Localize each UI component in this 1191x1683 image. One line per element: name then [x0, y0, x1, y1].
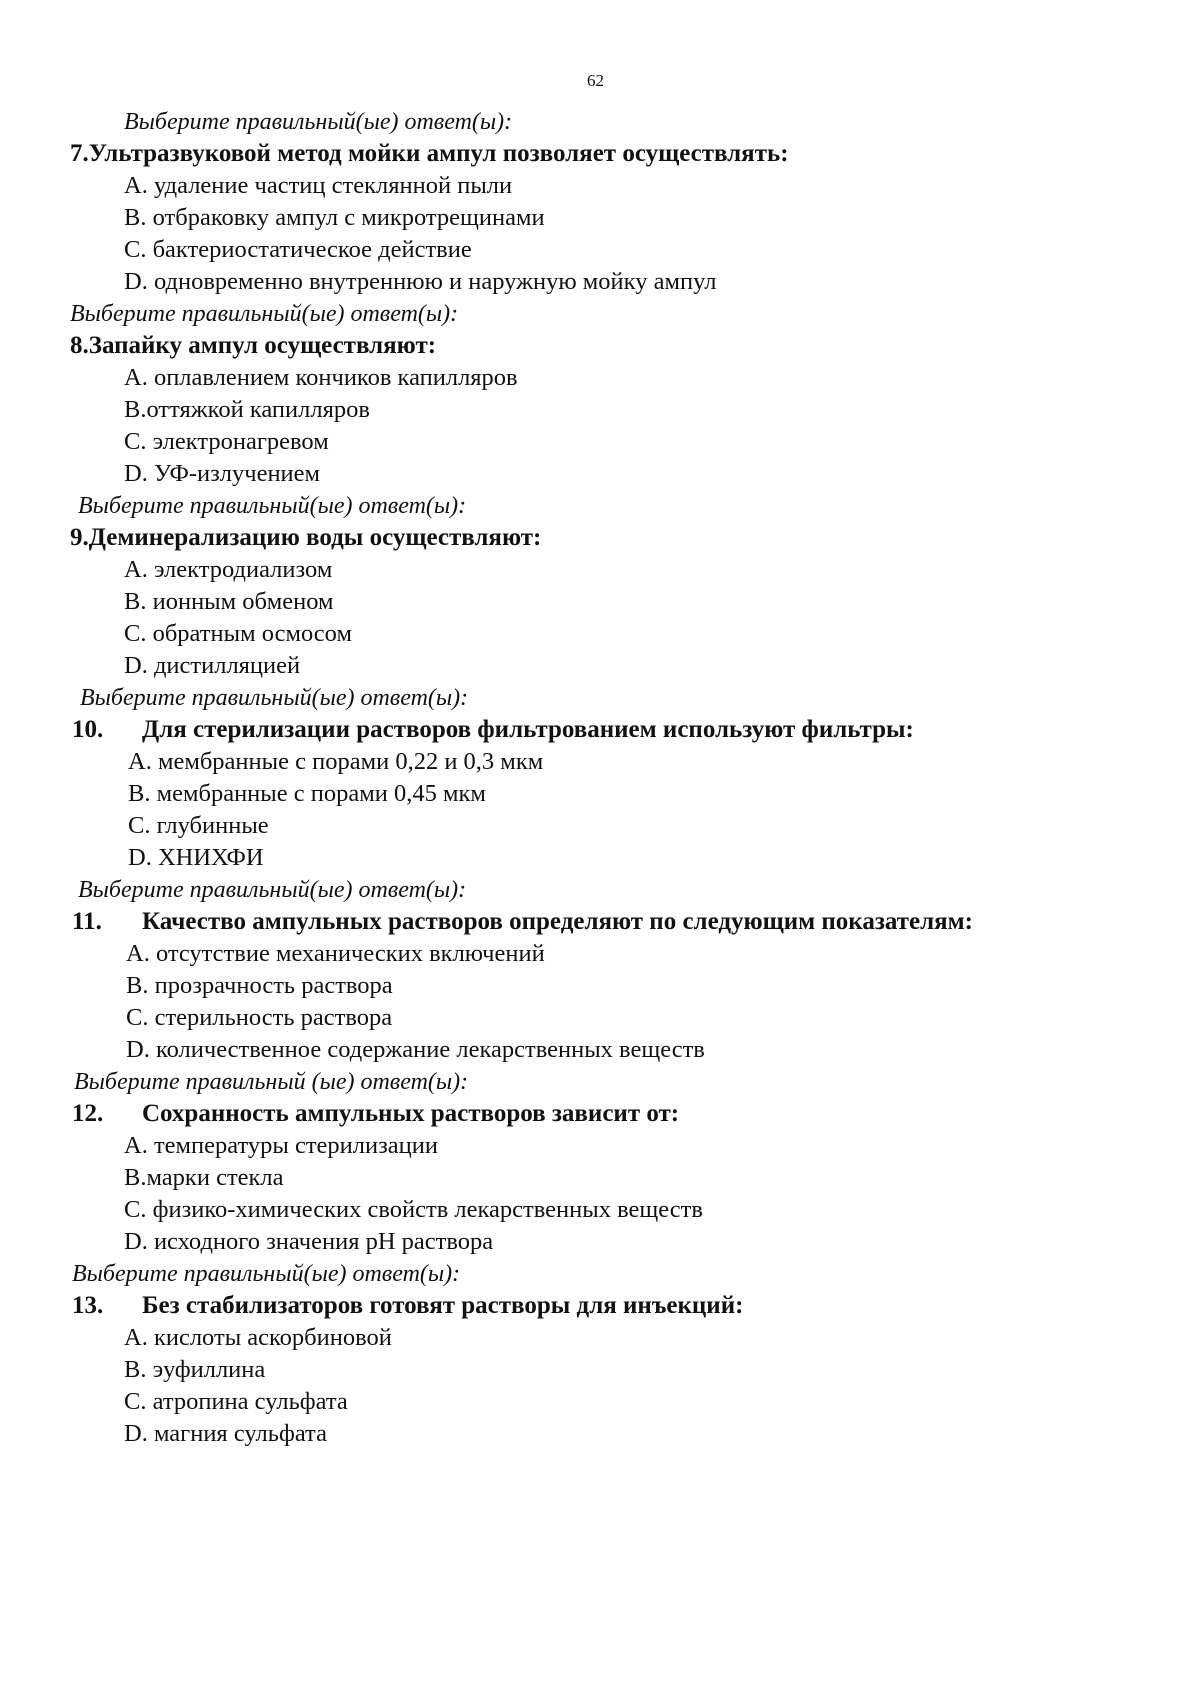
answer-prompt: Выберите правильный(ые) ответ(ы): — [72, 1261, 461, 1287]
question-text: Качество ампульных растворов определяют по следующим показателям: — [142, 908, 973, 935]
question-text: Запайку ампул осуществляют: — [88, 332, 437, 359]
option-9a: A. электродиализом — [124, 556, 333, 583]
option-12d: D. исходного значения pH раствора — [124, 1228, 494, 1255]
question-number: 13. — [72, 1292, 104, 1319]
question-text: Без стабилизаторов готовят растворы для инъекций: — [142, 1292, 744, 1319]
option-11c: C. стерильность раствора — [126, 1004, 393, 1031]
question-number: 9. — [70, 524, 89, 551]
question-text: Ультразвуковой метод мойки ампул позволяет осуществлять: — [88, 140, 789, 167]
option-12c: C. физико-химических свойств лекарственных веществ — [124, 1196, 703, 1223]
question-text: Для стерилизации растворов фильтрованием используют фильтры: — [142, 716, 914, 743]
question-10 — [72, 714, 914, 746]
question-13 — [72, 1290, 743, 1322]
option-9c: C. обратным осмосом — [124, 620, 352, 647]
answer-prompt: Выберите правильный(ые) ответ(ы): — [78, 493, 467, 519]
option-8b: B.оттяжкой капилляров — [124, 396, 370, 423]
option-8c: C. электронагревом — [124, 428, 329, 455]
option-10a: A. мембранные с порами 0,22 и 0,3 мкм — [128, 748, 544, 775]
answer-prompt: Выберите правильный (ые) ответ(ы): — [74, 1069, 469, 1095]
answer-prompt: Выберите правильный(ые) ответ(ы): — [78, 877, 467, 903]
option-13c: C. атропина сульфата — [124, 1388, 348, 1415]
option-13b: B. эуфиллина — [124, 1356, 266, 1383]
question-number: 10. — [72, 716, 104, 743]
answer-prompt: Выберите правильный(ые) ответ(ы): — [80, 685, 469, 711]
question-number: 7. — [70, 140, 89, 167]
option-10d: D. ХНИХФИ — [128, 844, 264, 871]
option-10c: C. глубинные — [128, 812, 269, 839]
question-text: Сохранность ампульных растворов зависит от: — [142, 1100, 680, 1127]
question-text: Деминерализацию воды осуществляют: — [88, 524, 542, 551]
question-8 — [70, 330, 436, 362]
question-12 — [72, 1098, 679, 1130]
question-9 — [70, 522, 541, 554]
question-11 — [72, 906, 973, 938]
option-11d: D. количественное содержание лекарственных веществ — [126, 1036, 705, 1063]
option-12b: B.марки стекла — [124, 1164, 284, 1191]
question-number: 11. — [72, 908, 102, 935]
question-number: 8. — [70, 332, 89, 359]
option-8a: A. оплавлением кончиков капилляров — [124, 364, 518, 391]
page-number: 62 — [587, 71, 604, 90]
option-12a: A. температуры стерилизации — [124, 1132, 439, 1159]
option-9d: D. дистилляцией — [124, 652, 301, 679]
option-9b: B. ионным обменом — [124, 588, 334, 615]
option-13d: D. магния сульфата — [124, 1420, 327, 1447]
answer-prompt: Выберите правильный(ые) ответ(ы): — [124, 109, 513, 135]
question-7 — [70, 138, 789, 170]
answer-prompt: Выберите правильный(ые) ответ(ы): — [70, 301, 459, 327]
option-7c: C. бактериостатическое действие — [124, 236, 472, 263]
option-11b: B. прозрачность раствора — [126, 972, 393, 999]
question-number: 12. — [72, 1100, 104, 1127]
option-7b: B. отбраковку ампул с микротрещинами — [124, 204, 545, 231]
option-7a: A. удаление частиц стеклянной пыли — [124, 172, 513, 199]
option-10b: B. мембранные с порами 0,45 мкм — [128, 780, 486, 807]
option-11a: A. отсутствие механических включений — [126, 940, 545, 967]
option-13a: A. кислоты аскорбиновой — [124, 1324, 392, 1351]
option-8d: D. УФ-излучением — [124, 460, 321, 487]
option-7d: D. одновременно внутреннюю и наружную мойку ампул — [124, 268, 717, 295]
